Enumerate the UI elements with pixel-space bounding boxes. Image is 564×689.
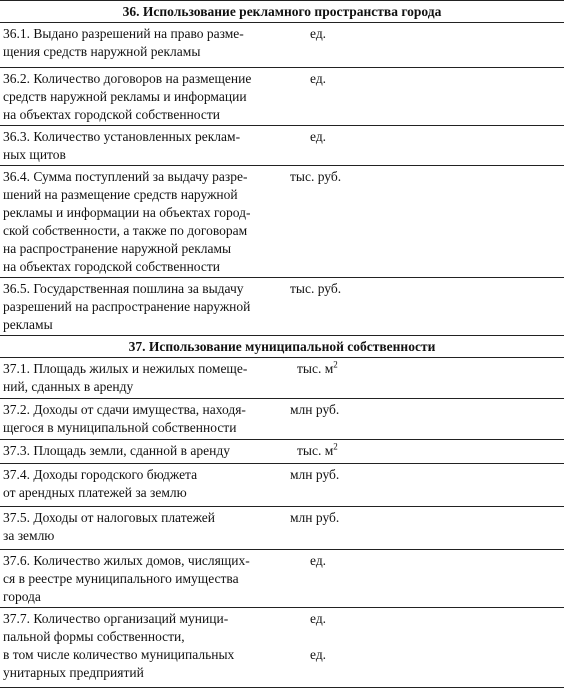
table-row bbox=[0, 125, 564, 165]
section-title: 37. Использование муниципальной собственности bbox=[128, 339, 436, 354]
indicator-label: 36.2. Количество договоров на размещение средств наружной рекламы и информации на объектах городской собственности bbox=[3, 71, 252, 122]
table-row bbox=[0, 165, 564, 277]
indicator-label: 37.2. Доходы от сдачи имущества, находя- щегося в муниципальной собственности bbox=[3, 402, 246, 435]
indicator-label: 37.6. Количество жилых домов, числящих- ся в реестре муниципального имущества города bbox=[3, 553, 250, 604]
table-row bbox=[0, 463, 564, 506]
unit-label: тыс. руб. bbox=[290, 281, 342, 296]
indicator-label: 37.7. Количество организаций муници- пальной формы собственности, в том числе количество муниципальных унитарных предприятий bbox=[3, 611, 235, 680]
table-row bbox=[0, 607, 564, 688]
unit-label: млн руб. bbox=[290, 467, 340, 482]
table-row bbox=[0, 22, 564, 67]
indicator-label: 36.5. Государственная пошлина за выдачу разрешений на распространение наружной рекламы bbox=[3, 281, 251, 332]
indicator-label: 37.3. Площадь земли, сданной в аренду bbox=[3, 443, 230, 458]
section-37-header bbox=[0, 335, 564, 357]
unit-label: тыс. руб. bbox=[290, 169, 342, 184]
indicator-label: 37.5. Доходы от налоговых платежей за землю bbox=[3, 510, 215, 543]
table-row bbox=[0, 398, 564, 439]
unit-label: тыс. $м^2$ bbox=[297, 359, 338, 376]
section-title: 36. Использование рекламного пространства города bbox=[122, 4, 442, 19]
unit-label: млн руб. bbox=[290, 510, 340, 525]
table-row bbox=[0, 277, 564, 335]
table-row bbox=[0, 506, 564, 549]
unit-superscript: 2 bbox=[333, 359, 338, 370]
table-row bbox=[0, 357, 564, 398]
table-row bbox=[0, 549, 564, 607]
unit-label: млн руб. bbox=[290, 402, 340, 417]
section-36-header bbox=[0, 0, 564, 22]
table-row bbox=[0, 439, 564, 463]
table-row bbox=[0, 67, 564, 125]
indicator-label: 37.4. Доходы городского бюджета от арендных платежей за землю bbox=[3, 467, 198, 500]
unit-label: тыс. $м^2$ bbox=[297, 441, 338, 458]
unit-label: ед. ед. bbox=[310, 611, 327, 662]
unit-superscript: 2 bbox=[333, 441, 338, 452]
indicator-label: 36.1. Выдано разрешений на право разме- щения средств наружной рекламы bbox=[3, 26, 244, 59]
unit-label: ед. bbox=[310, 26, 327, 41]
unit-label: ед. bbox=[310, 71, 327, 86]
unit-label: ед. bbox=[310, 129, 327, 144]
unit-label: ед. bbox=[310, 553, 327, 568]
indicator-label: 36.3. Количество установленных реклам- ных щитов bbox=[3, 129, 241, 162]
indicator-label: 36.4. Сумма поступлений за выдачу разре- шений на размещение средств наружной рекламы и информации на объектах город- ской собственности, а также по договорам на распространение наружной рекламы на объектах городской собственности bbox=[3, 169, 251, 274]
indicator-label: 37.1. Площадь жилых и нежилых помеще- ний, сданных в аренду bbox=[3, 361, 248, 394]
